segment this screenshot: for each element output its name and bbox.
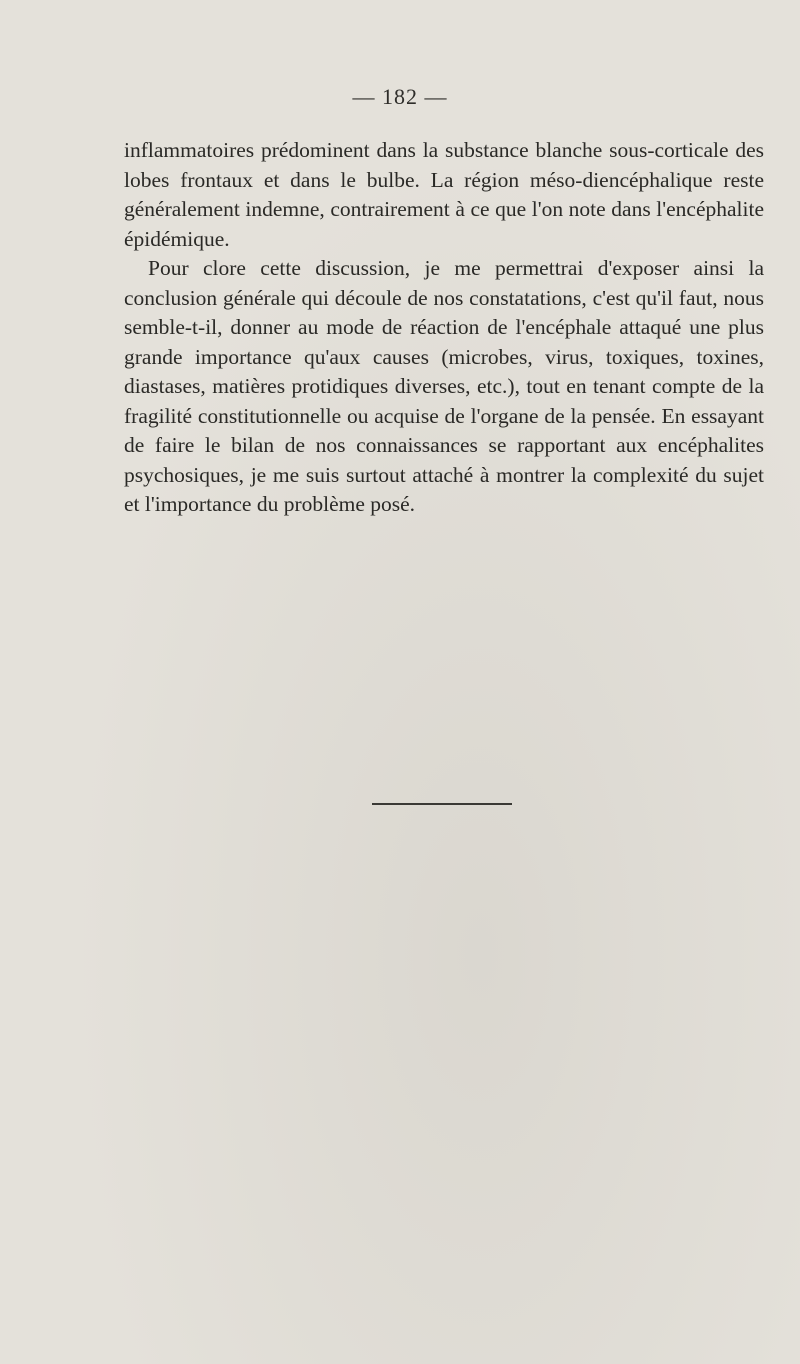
- paragraph-2: Pour clore cette discussion, je me permettrai d'exposer ainsi la conclusion générale qui découle de nos constatations, c'est qu'il faut, nous semble-t-il, donner au mode de réaction de l'encéphale attaqué une plus grande importance qu'aux causes (microbes, virus, toxiques, toxines, diastases, matières protidiques diverses, etc.), tout en tenant compte de la fragilité constitutionnelle ou acquise de l'organe de la pensée. En essayant de faire le bilan de nos connaissances se rapportant aux encéphalites psychosiques, je me suis surtout attaché à montrer la complexité du sujet et l'importance du problème posé.: [124, 256, 764, 516]
- paragraph-1: inflammatoires prédominent dans la substance blanche sous-corticale des lobes frontaux et dans le bulbe. La région méso-diencéphalique reste généralement indemne, contrairement à ce que l'on note dans l'encéphalite épidémique.: [124, 138, 764, 251]
- end-rule-divider: [372, 803, 512, 805]
- page-number: — 182 —: [352, 84, 448, 109]
- body-text: [124, 136, 764, 520]
